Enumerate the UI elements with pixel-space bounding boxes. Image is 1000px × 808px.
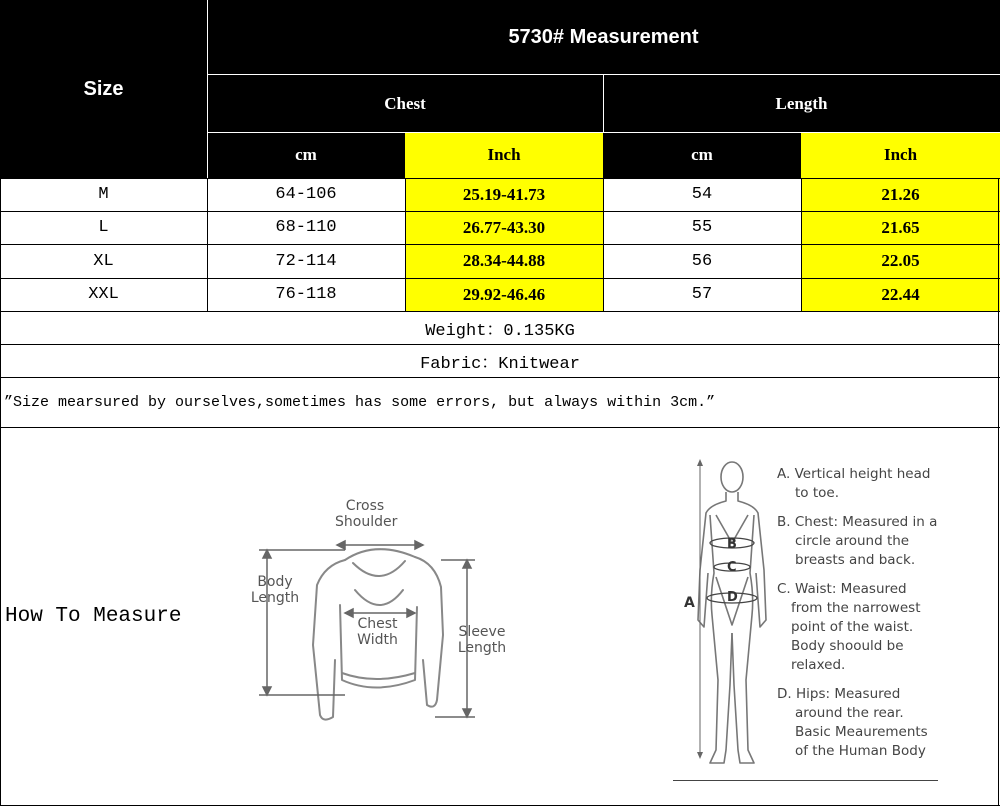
legend-line: around the rear. xyxy=(795,705,904,721)
size-note: ”Size mearsured by ourselves,sometimes has some errors, but always within 3cm.” xyxy=(4,393,716,411)
grid-line xyxy=(801,178,802,311)
header-divider xyxy=(207,132,208,178)
table-cell-chest-cm: 72-114 xyxy=(275,251,337,271)
table-row-size: L xyxy=(98,218,109,237)
body-label-d: D xyxy=(727,590,738,605)
table-cell-length-inch: 21.26 xyxy=(801,178,1000,211)
table-cell-length-inch: 22.44 xyxy=(801,278,1000,311)
table-cell-chest-inch: 28.34-44.88 xyxy=(405,244,603,278)
table-cell-chest-inch: 25.19-41.73 xyxy=(405,178,603,211)
header-divider xyxy=(207,132,1000,133)
legend-line: A. Vertical height head xyxy=(777,466,931,482)
legend-line: relaxed. xyxy=(791,657,846,673)
table-cell-length-cm: 54 xyxy=(691,185,713,204)
table-border xyxy=(998,178,999,806)
table-cell-length-cm: 57 xyxy=(691,285,713,304)
table-row-size: M xyxy=(98,185,109,204)
legend-line: B. Chest: Measured in a xyxy=(777,514,938,530)
human-body-diagram xyxy=(670,455,780,785)
table-cell-chest-inch: 26.77-43.30 xyxy=(405,211,603,244)
chest-header: Chest xyxy=(207,75,603,132)
table-cell-chest-inch: 29.92-46.46 xyxy=(405,278,603,311)
unit-length-cm: cm xyxy=(603,132,801,178)
legend-line: D. Hips: Measured xyxy=(777,686,901,702)
sleeve-length-label: Sleeve Length xyxy=(457,624,507,656)
body-length-label: Body Length xyxy=(250,574,300,606)
header-divider xyxy=(603,75,604,132)
legend-line: breasts and back. xyxy=(795,552,916,568)
header-divider xyxy=(207,0,208,132)
fabric-row: Fabric：Knitwear xyxy=(420,354,580,374)
chest-width-label: Chest Width xyxy=(357,616,398,648)
unit-length-inch: Inch xyxy=(801,132,1000,178)
grid-line xyxy=(207,178,208,311)
how-to-measure-title: How To Measure xyxy=(5,605,182,628)
table-row-size: XXL xyxy=(88,285,119,304)
table-cell-chest-cm: 68-110 xyxy=(275,218,337,237)
table-title: 5730# Measurement xyxy=(207,0,1000,75)
table-cell-chest-cm: 76-118 xyxy=(275,285,337,304)
legend-line: Basic Meaurements xyxy=(795,724,928,740)
table-cell-length-cm: 56 xyxy=(691,251,713,271)
grid-line xyxy=(0,427,1000,428)
grid-line xyxy=(0,278,1000,279)
legend-line: circle around the xyxy=(795,533,910,549)
cross-shoulder-label: Cross Shoulder xyxy=(335,498,398,530)
human-figure-icon xyxy=(670,455,780,785)
grid-line xyxy=(0,178,1000,179)
size-header: Size xyxy=(0,0,207,178)
diagram-baseline xyxy=(673,780,938,781)
grid-line xyxy=(0,244,1000,245)
table-cell-length-cm: 55 xyxy=(691,218,713,237)
unit-chest-inch: Inch xyxy=(405,132,603,178)
table-border xyxy=(0,178,1,806)
body-label-a: A xyxy=(684,595,695,611)
table-row-size: XL xyxy=(93,251,114,271)
legend-line: point of the waist. xyxy=(791,619,914,635)
grid-line xyxy=(603,178,604,311)
legend-line: C. Waist: Measured xyxy=(777,581,907,597)
length-header: Length xyxy=(603,75,1000,132)
table-cell-chest-cm: 64-106 xyxy=(275,185,337,204)
table-cell-length-inch: 21.65 xyxy=(801,211,1000,244)
table-border xyxy=(0,805,1000,806)
body-label-b: B xyxy=(727,537,737,552)
weight-row: Weight：0.135KG xyxy=(425,321,575,341)
grid-line xyxy=(405,178,406,311)
grid-line xyxy=(0,211,1000,212)
unit-chest-cm: cm xyxy=(207,132,405,178)
table-cell-length-inch: 22.05 xyxy=(801,244,1000,278)
measurement-legend xyxy=(777,465,992,761)
body-label-c: C xyxy=(727,560,737,575)
legend-line: to toe. xyxy=(795,485,839,501)
legend-line: from the narrowest xyxy=(791,600,921,616)
legend-line: of the Human Body xyxy=(795,743,926,759)
legend-line: Body shoould be xyxy=(791,638,904,654)
